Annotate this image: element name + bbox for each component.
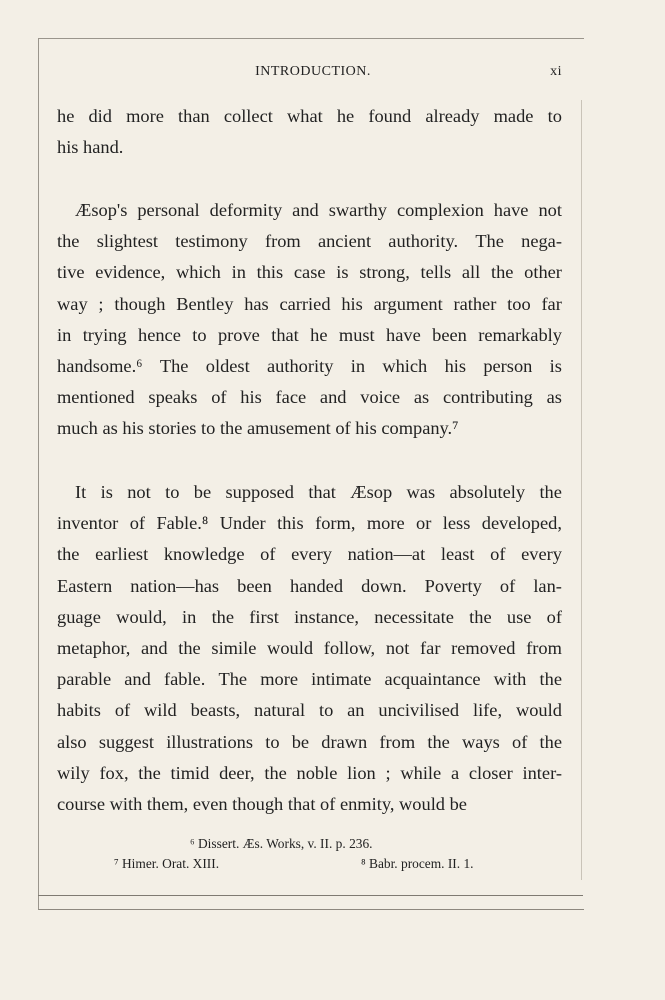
- paragraph-1: [57, 101, 562, 163]
- paragraph-3: [57, 477, 562, 820]
- page-number: xi: [550, 64, 562, 79]
- text-line: he did more than collect what he found already made to: [57, 106, 562, 126]
- text-line: the slightest testimony from ancient authority. The nega-: [57, 231, 562, 252]
- text-line: in trying hence to prove that he must have been remarkably: [57, 324, 562, 345]
- footnote-8: ⁸ Babr. procem. II. 1.: [361, 856, 474, 871]
- text-line: course with them, even though that of enmity, would be: [57, 793, 467, 814]
- text-line: It is not to be supposed that Æsop was absolutely the: [75, 482, 562, 502]
- text-line: Eastern nation—has been handed down. Poverty of lan-: [57, 575, 562, 596]
- text-line: Æsop's personal deformity and swarthy complexion have not: [75, 200, 562, 220]
- text-line: parable and fable. The more intimate acquaintance with the: [57, 669, 562, 690]
- text-line: habits of wild beasts, natural to an uncivilised life, would: [57, 700, 562, 721]
- footnotes: [58, 834, 563, 874]
- page-bottom-rule: [38, 895, 583, 896]
- text-line: handsome.⁶ The oldest authority in which his person is: [57, 355, 562, 376]
- footnote-7: ⁷ Himer. Orat. XIII.: [114, 856, 220, 871]
- text-line: inventor of Fable.⁸ Under this form, more or less developed,: [57, 513, 562, 534]
- text-line: guage would, in the first instance, necessitate the use of: [57, 606, 562, 627]
- text-line: mentioned speaks of his face and voice as contributing as: [57, 387, 562, 408]
- text-line: tive evidence, which in this case is strong, tells all the other: [57, 262, 562, 283]
- text-line: the earliest knowledge of every nation—at least of every: [57, 544, 562, 565]
- paragraph-2: [57, 195, 562, 445]
- footnote-row-1: [58, 834, 563, 854]
- running-title: INTRODUCTION.: [255, 64, 371, 79]
- page-right-edge: [581, 100, 582, 880]
- text-line: much as his stories to the amusement of his company.⁷: [57, 418, 459, 439]
- text-line: his hand.: [57, 137, 124, 158]
- text-line: metaphor, and the simile would follow, not far removed from: [57, 637, 562, 658]
- text-line: way ; though Bentley has carried his argument rather too far: [57, 293, 562, 314]
- text-line: wily fox, the timid deer, the noble lion ; while a closer inter-: [57, 762, 562, 783]
- footnote-6: ⁶ Dissert. Æs. Works, v. II. p. 236.: [190, 836, 373, 851]
- footnote-row-2: [58, 854, 563, 874]
- running-header: [58, 64, 568, 84]
- text-line: also suggest illustrations to be drawn from the ways of the: [57, 731, 562, 752]
